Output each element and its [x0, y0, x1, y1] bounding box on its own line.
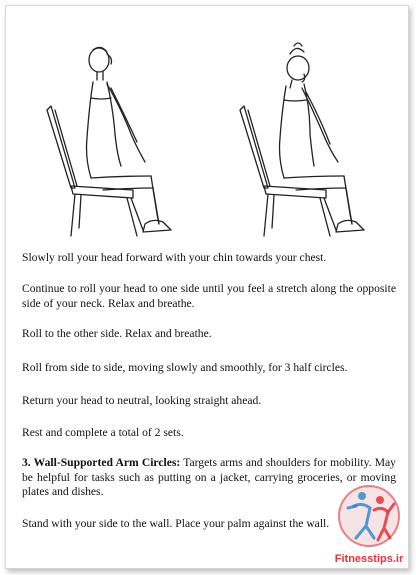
exercise-illustrations [6, 6, 408, 241]
paragraph-roll-side: Continue to roll your head to one side until you feel a stretch along the opposite side of your neck. Relax and breathe. [22, 282, 396, 310]
paragraph-stand-wall: Stand with your side to the wall. Place your palm against the wall. [22, 517, 330, 530]
document-page [5, 5, 409, 569]
paragraph-other-side: Roll to the other side. Relax and breathe. [22, 327, 212, 340]
seated-woman-head-upright-icon [41, 38, 181, 238]
paragraph-return-neutral: Return your head to neutral, looking straight ahead. [22, 394, 262, 407]
paragraph-half-circles: Roll from side to side, moving slowly and smoothly, for 3 half circles. [22, 361, 348, 374]
paragraph-arm-circles-body: Targets arms and shoulders for mobility. May be helpful for tasks such as putting on a jacket, carrying groceries, or moving plates and dishes. [22, 456, 396, 499]
fitness-logo-icon [326, 478, 409, 569]
watermark-text: Fitnesstips.ir [334, 553, 404, 565]
seated-woman-head-forward-icon [234, 38, 374, 238]
paragraph-head-forward: Slowly roll your head forward with your chin towards your chest. [22, 251, 327, 264]
paragraph-rest-sets: Rest and complete a total of 2 sets. [22, 426, 184, 439]
section-heading-arm-circles: 3. Wall-Supported Arm Circles: [22, 456, 181, 469]
